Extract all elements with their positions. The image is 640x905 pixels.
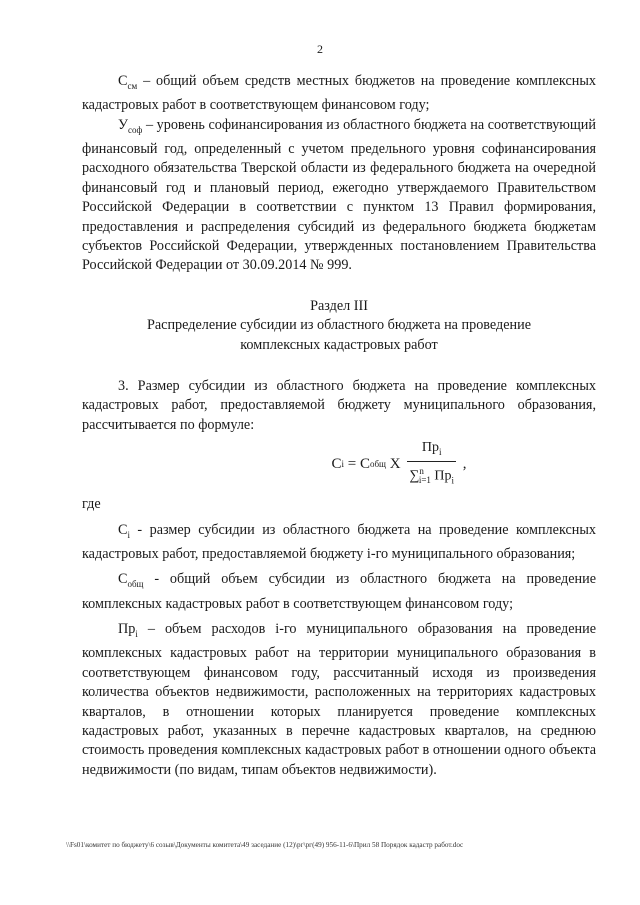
definition-usof xyxy=(82,116,596,276)
definition-text: – объем расходов i-го муниципального образования на проведение комплексных кадастровых работ на территории муниципального образования в соответствующем финансовом году, рассчитанный исходя из произведения количества объектов недвижимости, расположенных на территориях кадастровых кварталов, в отношении которых планируется проведение комплексных кадастровых работ, указанных в перечне кадастровых кварталов, на среднюю стоимость проведения комплексных кадастровых работ в отношении одного объекта недвижимости (по видам, типам объектов недвижимости). xyxy=(82,621,596,778)
section-subtitle-line1: Распределение субсидии из областного бюджета на проведение xyxy=(146,317,532,334)
definition-text: - общий объем субсидии из областного бюджета на проведение комплексных кадастровых работ в соответствующем финансовом году; xyxy=(82,571,596,612)
symbol: У xyxy=(118,116,129,133)
file-path-footer: \\Fs01\комитет по бюджету\6 созыв\Документы комитета\49 заседание (12)\рг\рг(49) 956-11-6\Прил 58 Порядок кадастр работ.doc xyxy=(66,841,464,849)
formula-denominator xyxy=(407,461,456,489)
numerator-subscript: i xyxy=(438,446,442,457)
denominator-text: Пр xyxy=(430,468,452,484)
formula-equals: = xyxy=(343,455,360,472)
formula-numerator xyxy=(420,439,444,461)
definition-csm xyxy=(82,72,596,116)
symbol-subscript: общ xyxy=(127,579,144,590)
definition-text: - размер субсидии из областного бюджета на проведение комплексных кадастровых работ, предоставляемой бюджету i-го муниципального образования; xyxy=(82,521,596,563)
section-subtitle-line2: комплексных кадастровых работ xyxy=(240,336,438,353)
sum-sign: ∑ xyxy=(409,468,420,484)
where-label: где xyxy=(82,496,101,513)
formula-times: X xyxy=(385,455,405,472)
sum-upper-limit: n xyxy=(419,465,424,476)
section-title: Раздел III xyxy=(310,297,368,314)
formula-lhs-subscript: i xyxy=(341,458,344,469)
symbol-subscript: см xyxy=(127,80,138,91)
sum-lower-limit: i=1 xyxy=(418,475,431,486)
symbol: С xyxy=(118,521,128,538)
formula-c-total: C xyxy=(359,455,370,472)
definition-pri xyxy=(82,620,596,780)
document-body xyxy=(82,72,596,780)
formula-c-total-subscript: общ xyxy=(369,458,386,469)
section-heading xyxy=(82,297,596,355)
formula-lhs: C xyxy=(331,455,342,472)
symbol-subscript: соф xyxy=(128,124,143,135)
symbol: Пр xyxy=(118,621,136,638)
definition-ci xyxy=(82,521,596,565)
definition-text: – общий объем средств местных бюджетов на проведение комплексных кадастровых работ в соответствующем финансовом году; xyxy=(82,73,596,114)
numerator-text: Пр xyxy=(421,440,439,456)
definition-cobsh xyxy=(82,570,596,614)
subsidy-formula xyxy=(202,439,596,489)
formula-fraction xyxy=(407,439,456,489)
page-number: 2 xyxy=(317,42,323,56)
point-3: 3. Размер субсидии из областного бюджета на проведение комплексных кадастровых работ, предоставляемой бюджету муниципального образования, рассчитывается по формуле: xyxy=(82,377,596,433)
symbol: С xyxy=(118,571,128,588)
formula-tail: , xyxy=(459,455,467,472)
denominator-subscript: i xyxy=(451,475,455,486)
definition-text: – уровень софинансирования из областного бюджета на соответствующий финансовый год, определенный с учетом предельного уровня софинансирования расходного обязательства Тверской области из федерального бюджета на очередной финансовый год и плановый период, ежегодно утверждаемого Правительством Российской Федерации в соответствии с пунктом 13 Правил формирования, предоставления и распределения субсидий из федерального бюджета бюджетам субъектов Российской Федерации, утвержденных постановлением Правительства Российской Федерации от 30.09.2014 № 999. xyxy=(82,116,596,274)
symbol-subscript: i xyxy=(127,529,130,540)
symbol: С xyxy=(118,73,128,89)
symbol-subscript: i xyxy=(135,628,138,639)
